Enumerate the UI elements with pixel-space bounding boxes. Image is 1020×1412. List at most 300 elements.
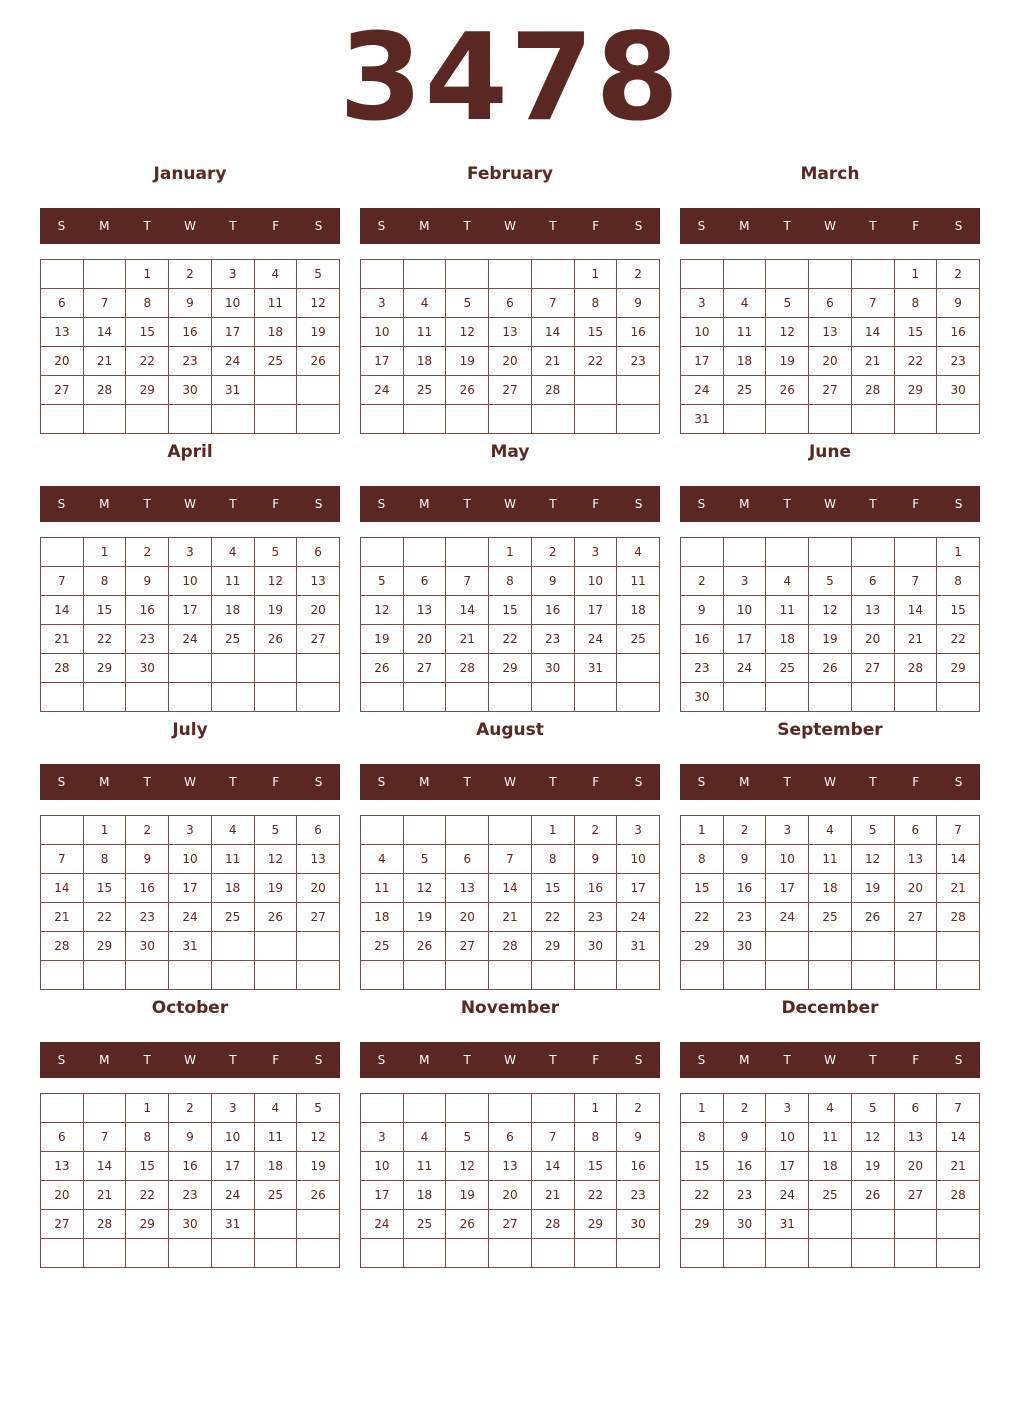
weekday-label: T [783, 1053, 791, 1067]
week-row [681, 596, 980, 625]
weekday-label: M [739, 775, 750, 789]
empty-day-cell [617, 654, 660, 683]
day-cell: 16 [126, 874, 169, 903]
day-cell: 31 [211, 1210, 254, 1239]
day-cell: 15 [937, 596, 980, 625]
empty-day-cell [211, 654, 254, 683]
day-cell: 5 [254, 538, 297, 567]
day-cell: 4 [254, 260, 297, 289]
day-cell: 23 [169, 1181, 212, 1210]
day-cell: 17 [169, 874, 212, 903]
empty-day-cell [766, 932, 809, 961]
weekday-label: S [697, 775, 706, 789]
empty-day-cell [617, 405, 660, 434]
day-cell: 3 [361, 289, 404, 318]
day-cell: 1 [83, 538, 126, 567]
empty-day-cell [297, 376, 340, 405]
day-cell: 22 [531, 903, 574, 932]
day-grid [680, 537, 980, 712]
empty-day-cell [41, 1239, 84, 1268]
empty-day-cell [681, 961, 724, 990]
weekday-label: T [143, 497, 151, 511]
week-row [361, 1239, 660, 1268]
day-cell: 15 [531, 874, 574, 903]
month-name: September [777, 720, 883, 740]
day-cell: 12 [297, 289, 340, 318]
empty-day-cell [937, 1239, 980, 1268]
day-cell: 6 [446, 845, 489, 874]
day-cell: 27 [41, 1210, 84, 1239]
week-row [41, 683, 340, 712]
weekday-header [680, 486, 980, 522]
empty-day-cell [723, 961, 766, 990]
day-cell: 29 [681, 1210, 724, 1239]
empty-day-cell [894, 1239, 937, 1268]
day-grid [360, 815, 660, 990]
day-cell: 27 [297, 903, 340, 932]
empty-day-cell [723, 1239, 766, 1268]
day-grid [680, 259, 980, 434]
day-cell: 14 [894, 596, 937, 625]
day-cell: 18 [809, 874, 852, 903]
day-cell: 20 [446, 903, 489, 932]
day-cell: 2 [126, 538, 169, 567]
day-cell: 18 [403, 347, 446, 376]
day-cell: 18 [211, 596, 254, 625]
day-cell: 4 [361, 845, 404, 874]
day-cell: 5 [446, 289, 489, 318]
empty-day-cell [126, 405, 169, 434]
day-cell: 30 [126, 932, 169, 961]
weekday-label: S [314, 775, 323, 789]
day-cell: 1 [489, 538, 532, 567]
day-cell: 11 [361, 874, 404, 903]
day-cell: 24 [766, 1181, 809, 1210]
empty-day-cell [403, 961, 446, 990]
day-cell: 9 [937, 289, 980, 318]
empty-day-cell [809, 961, 852, 990]
day-cell: 10 [169, 845, 212, 874]
day-cell: 26 [297, 1181, 340, 1210]
day-cell: 25 [254, 347, 297, 376]
week-row [681, 1094, 980, 1123]
month-name: June [808, 442, 852, 462]
day-cell: 15 [489, 596, 532, 625]
day-cell: 26 [851, 903, 894, 932]
day-cell: 14 [41, 596, 84, 625]
weekday-label: W [824, 497, 836, 511]
day-cell: 2 [937, 260, 980, 289]
day-cell: 23 [169, 347, 212, 376]
day-cell: 29 [937, 654, 980, 683]
day-cell: 30 [574, 932, 617, 961]
day-cell: 27 [403, 654, 446, 683]
month-name: August [476, 720, 544, 740]
day-cell: 23 [723, 903, 766, 932]
day-cell: 17 [574, 596, 617, 625]
day-cell: 18 [766, 625, 809, 654]
day-cell: 4 [254, 1094, 297, 1123]
week-row [41, 625, 340, 654]
day-cell: 12 [297, 1123, 340, 1152]
weekday-label: F [272, 497, 280, 511]
empty-day-cell [531, 961, 574, 990]
day-cell: 10 [723, 596, 766, 625]
weekday-label: W [824, 1053, 836, 1067]
day-cell: 1 [126, 1094, 169, 1123]
day-cell: 4 [211, 816, 254, 845]
day-cell: 19 [809, 625, 852, 654]
weekday-label: T [783, 775, 791, 789]
empty-day-cell [297, 1210, 340, 1239]
empty-day-cell [851, 932, 894, 961]
day-cell: 24 [211, 347, 254, 376]
empty-day-cell [446, 538, 489, 567]
day-cell: 15 [83, 596, 126, 625]
day-cell: 6 [894, 816, 937, 845]
day-cell: 1 [574, 1094, 617, 1123]
empty-day-cell [254, 405, 297, 434]
empty-day-cell [41, 1094, 84, 1123]
empty-day-cell [531, 683, 574, 712]
day-cell: 24 [723, 654, 766, 683]
weekday-label: F [272, 219, 280, 233]
day-cell: 16 [574, 874, 617, 903]
week-row [361, 932, 660, 961]
day-cell: 29 [681, 932, 724, 961]
day-cell: 20 [297, 874, 340, 903]
day-cell: 16 [617, 318, 660, 347]
empty-day-cell [403, 1239, 446, 1268]
day-cell: 7 [894, 567, 937, 596]
day-cell: 17 [169, 596, 212, 625]
day-cell: 9 [531, 567, 574, 596]
day-cell: 16 [723, 874, 766, 903]
month-name: July [172, 720, 208, 740]
empty-day-cell [851, 1239, 894, 1268]
weekday-header [360, 764, 660, 800]
weekday-label: F [592, 219, 600, 233]
day-cell: 30 [169, 1210, 212, 1239]
day-cell: 6 [403, 567, 446, 596]
weekday-label: T [229, 219, 237, 233]
day-cell: 13 [894, 1123, 937, 1152]
day-cell: 29 [894, 376, 937, 405]
day-cell: 5 [254, 816, 297, 845]
weekday-label: F [272, 1053, 280, 1067]
weekday-label: W [184, 775, 196, 789]
week-row [361, 405, 660, 434]
day-cell: 24 [617, 903, 660, 932]
day-cell: 3 [617, 816, 660, 845]
day-cell: 2 [681, 567, 724, 596]
month-name: March [800, 164, 860, 184]
day-cell: 17 [361, 347, 404, 376]
weekday-header [40, 764, 340, 800]
day-cell: 30 [126, 654, 169, 683]
weekday-label: S [377, 1053, 386, 1067]
empty-day-cell [361, 961, 404, 990]
day-cell: 9 [169, 289, 212, 318]
weekday-label: F [912, 1053, 920, 1067]
weekday-header [360, 1042, 660, 1078]
day-cell: 31 [766, 1210, 809, 1239]
day-cell: 7 [851, 289, 894, 318]
empty-day-cell [766, 538, 809, 567]
weekday-label: T [549, 775, 557, 789]
day-cell: 25 [403, 376, 446, 405]
day-cell: 26 [446, 1210, 489, 1239]
weekday-label: F [912, 497, 920, 511]
day-cell: 22 [574, 1181, 617, 1210]
week-row [681, 683, 980, 712]
day-cell: 21 [531, 347, 574, 376]
empty-day-cell [766, 260, 809, 289]
day-grid [40, 815, 340, 990]
empty-day-cell [83, 260, 126, 289]
day-cell: 4 [809, 1094, 852, 1123]
day-cell: 8 [574, 289, 617, 318]
day-cell: 13 [809, 318, 852, 347]
week-row [41, 260, 340, 289]
empty-day-cell [894, 961, 937, 990]
weekday-label: W [504, 219, 516, 233]
week-row [681, 1123, 980, 1152]
day-cell: 2 [531, 538, 574, 567]
day-grid [360, 259, 660, 434]
day-cell: 13 [446, 874, 489, 903]
day-cell: 2 [169, 260, 212, 289]
week-row [41, 289, 340, 318]
weekday-label: T [783, 219, 791, 233]
month-name: October [151, 998, 229, 1018]
empty-day-cell [617, 961, 660, 990]
day-cell: 18 [361, 903, 404, 932]
empty-day-cell [126, 683, 169, 712]
day-cell: 26 [809, 654, 852, 683]
empty-day-cell [617, 683, 660, 712]
day-cell: 1 [894, 260, 937, 289]
empty-day-cell [937, 961, 980, 990]
day-cell: 26 [851, 1181, 894, 1210]
day-cell: 30 [617, 1210, 660, 1239]
weekday-label: S [377, 219, 386, 233]
day-cell: 27 [489, 1210, 532, 1239]
day-cell: 26 [361, 654, 404, 683]
empty-day-cell [169, 405, 212, 434]
empty-day-cell [809, 260, 852, 289]
day-cell: 12 [851, 1123, 894, 1152]
weekday-label: M [739, 219, 750, 233]
empty-day-cell [254, 1210, 297, 1239]
day-cell: 5 [297, 1094, 340, 1123]
day-cell: 9 [723, 845, 766, 874]
week-row [361, 260, 660, 289]
weekday-label: S [954, 219, 963, 233]
day-cell: 14 [531, 318, 574, 347]
month-name: May [490, 442, 530, 462]
empty-day-cell [446, 961, 489, 990]
day-cell: 17 [211, 1152, 254, 1181]
week-row [681, 376, 980, 405]
weekday-label: T [229, 1053, 237, 1067]
weekday-label: S [954, 1053, 963, 1067]
day-cell: 22 [574, 347, 617, 376]
day-cell: 12 [809, 596, 852, 625]
weekday-label: T [463, 1053, 471, 1067]
day-cell: 24 [681, 376, 724, 405]
weekday-label: S [57, 775, 66, 789]
week-row [681, 903, 980, 932]
day-cell: 11 [254, 289, 297, 318]
day-cell: 10 [617, 845, 660, 874]
week-row [41, 874, 340, 903]
empty-day-cell [169, 683, 212, 712]
empty-day-cell [41, 260, 84, 289]
empty-day-cell [254, 654, 297, 683]
weekday-label: W [824, 775, 836, 789]
day-cell: 11 [766, 596, 809, 625]
week-row [361, 625, 660, 654]
day-cell: 3 [766, 1094, 809, 1123]
week-row [361, 347, 660, 376]
day-cell: 13 [894, 845, 937, 874]
day-cell: 1 [574, 260, 617, 289]
weekday-label: S [634, 1053, 643, 1067]
day-cell: 11 [617, 567, 660, 596]
day-cell: 9 [126, 567, 169, 596]
weekday-label: S [377, 497, 386, 511]
weekday-label: M [99, 775, 110, 789]
day-cell: 4 [617, 538, 660, 567]
day-cell: 21 [531, 1181, 574, 1210]
week-row [41, 903, 340, 932]
empty-day-cell [83, 683, 126, 712]
day-cell: 2 [574, 816, 617, 845]
week-row [681, 1210, 980, 1239]
week-row [681, 567, 980, 596]
day-cell: 15 [83, 874, 126, 903]
empty-day-cell [297, 961, 340, 990]
day-cell: 22 [126, 1181, 169, 1210]
week-row [361, 654, 660, 683]
empty-day-cell [297, 683, 340, 712]
day-cell: 19 [851, 1152, 894, 1181]
day-cell: 20 [851, 625, 894, 654]
day-cell: 13 [403, 596, 446, 625]
day-cell: 21 [83, 1181, 126, 1210]
empty-day-cell [809, 932, 852, 961]
day-cell: 15 [681, 874, 724, 903]
day-grid [360, 537, 660, 712]
day-cell: 29 [531, 932, 574, 961]
weekday-label: T [463, 219, 471, 233]
day-cell: 30 [681, 683, 724, 712]
day-cell: 28 [489, 932, 532, 961]
weekday-label: F [912, 219, 920, 233]
day-cell: 28 [894, 654, 937, 683]
day-cell: 16 [531, 596, 574, 625]
day-cell: 28 [937, 1181, 980, 1210]
week-row [41, 1094, 340, 1123]
day-cell: 19 [766, 347, 809, 376]
week-row [681, 1181, 980, 1210]
day-cell: 25 [361, 932, 404, 961]
empty-day-cell [894, 405, 937, 434]
weekday-label: M [99, 497, 110, 511]
week-row [361, 874, 660, 903]
day-cell: 29 [126, 1210, 169, 1239]
weekday-label: S [634, 497, 643, 511]
weekday-label: M [739, 497, 750, 511]
day-cell: 31 [574, 654, 617, 683]
day-cell: 24 [766, 903, 809, 932]
day-cell: 5 [297, 260, 340, 289]
day-grid [40, 537, 340, 712]
day-cell: 27 [809, 376, 852, 405]
week-row [681, 845, 980, 874]
day-cell: 26 [403, 932, 446, 961]
empty-day-cell [403, 405, 446, 434]
day-cell: 6 [297, 538, 340, 567]
day-cell: 19 [403, 903, 446, 932]
day-cell: 24 [169, 903, 212, 932]
empty-day-cell [894, 683, 937, 712]
weekday-label: M [419, 1053, 430, 1067]
day-cell: 23 [937, 347, 980, 376]
day-cell: 10 [211, 289, 254, 318]
day-cell: 19 [361, 625, 404, 654]
weekday-label: T [463, 497, 471, 511]
week-row [681, 405, 980, 434]
week-row [361, 596, 660, 625]
day-cell: 4 [809, 816, 852, 845]
day-cell: 6 [41, 1123, 84, 1152]
day-cell: 21 [41, 625, 84, 654]
day-cell: 6 [297, 816, 340, 845]
day-cell: 14 [83, 1152, 126, 1181]
day-cell: 15 [126, 318, 169, 347]
day-cell: 22 [681, 1181, 724, 1210]
week-row [361, 1094, 660, 1123]
empty-day-cell [211, 932, 254, 961]
day-cell: 8 [83, 845, 126, 874]
day-cell: 16 [169, 1152, 212, 1181]
day-cell: 7 [41, 845, 84, 874]
day-cell: 21 [41, 903, 84, 932]
day-cell: 11 [403, 318, 446, 347]
week-row [41, 845, 340, 874]
weekday-label: S [697, 497, 706, 511]
week-row [41, 347, 340, 376]
day-cell: 31 [169, 932, 212, 961]
day-cell: 5 [851, 1094, 894, 1123]
day-cell: 21 [851, 347, 894, 376]
weekday-label: S [697, 219, 706, 233]
empty-day-cell [126, 1239, 169, 1268]
empty-day-cell [83, 1239, 126, 1268]
week-row [41, 538, 340, 567]
day-cell: 3 [169, 538, 212, 567]
week-row [361, 961, 660, 990]
day-cell: 25 [809, 903, 852, 932]
weekday-label: F [592, 1053, 600, 1067]
day-cell: 19 [254, 874, 297, 903]
weekday-label: T [143, 219, 151, 233]
day-cell: 5 [403, 845, 446, 874]
day-cell: 24 [169, 625, 212, 654]
empty-day-cell [723, 260, 766, 289]
